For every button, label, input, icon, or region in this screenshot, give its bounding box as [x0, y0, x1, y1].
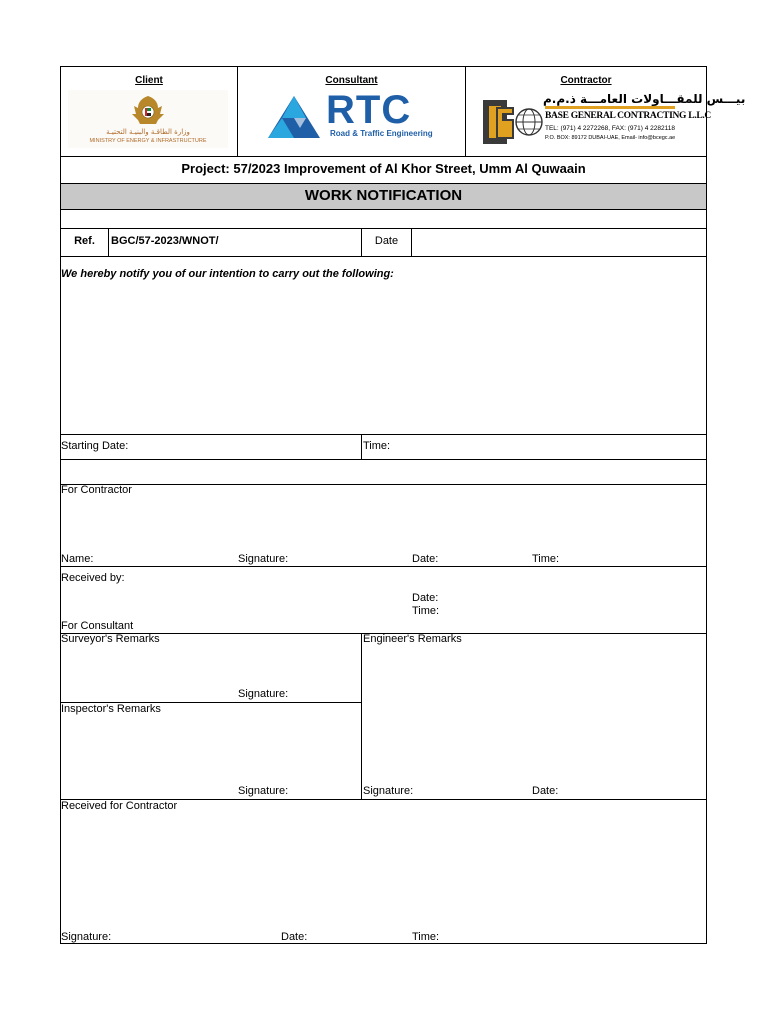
contractor-label: Contractor	[560, 75, 612, 86]
bgc-contact-line1: TEL: (971) 4 2272268, FAX: (971) 4 2282118	[545, 125, 675, 132]
starting-time-label: Time:	[363, 440, 391, 452]
engineer-date-label: Date:	[532, 785, 559, 797]
received-time-label: Time:	[412, 605, 440, 617]
inspector-signature-label: Signature:	[238, 785, 289, 797]
starting-date-label: Starting Date:	[61, 440, 129, 452]
ministry-logo	[68, 90, 228, 148]
notify-statement: We hereby notify you of our intention to carry out the following:	[61, 268, 394, 280]
for-consultant-title: For Consultant	[61, 620, 134, 632]
ministry-english-text: MINISTRY OF ENERGY & INFRASTRUCTURE	[89, 138, 207, 144]
starting-top-line	[60, 434, 707, 435]
contractor-bottom-line	[60, 566, 707, 567]
surveyor-remarks-label: Surveyor's Remarks	[61, 633, 160, 645]
rtc-tagline: Road & Traffic Engineering	[330, 129, 433, 138]
title-bottom-line	[60, 209, 707, 210]
ref-top-line	[60, 228, 707, 229]
ministry-arabic-text: وزارة الطاقـة والبنيـة التحتيـة	[106, 128, 190, 136]
client-label: Client	[135, 75, 163, 86]
final-signature-label: Signature:	[61, 931, 112, 943]
contractor-time-label: Time:	[532, 553, 560, 565]
bgc-english-name: BASE GENERAL CONTRACTING L.L.C	[545, 111, 711, 121]
bgc-emblem-icon	[483, 98, 543, 146]
ref-divider	[108, 228, 109, 256]
bgc-gold-rule	[545, 106, 675, 109]
contractor-name-label: Name:	[61, 553, 94, 565]
received-for-contractor-label: Received for Contractor	[61, 800, 178, 812]
header-bottom-line	[60, 156, 707, 157]
rtc-logo	[266, 88, 438, 140]
final-date-label: Date:	[281, 931, 308, 943]
ref-bottom-line	[60, 256, 707, 257]
spacer-bottom-line	[60, 484, 707, 485]
starting-bottom-line	[60, 459, 707, 460]
ref-divider	[411, 228, 412, 256]
received-date-label: Date:	[412, 592, 439, 604]
ref-value[interactable]: BGC/57-2023/WNOT/	[111, 235, 219, 247]
final-time-label: Time:	[412, 931, 440, 943]
for-contractor-title: For Contractor	[61, 484, 132, 496]
received-by-label: Received by:	[61, 572, 125, 584]
contractor-signature-label: Signature:	[238, 553, 289, 565]
bgc-arabic-name: بيـــس للمقـــاولات العامـــة ذ.م.م	[543, 92, 746, 106]
inspector-remarks-label: Inspector's Remarks	[61, 703, 161, 715]
bgc-logo	[483, 92, 746, 148]
form-title: WORK NOTIFICATION	[304, 187, 463, 204]
surveyor-signature-label: Signature:	[238, 688, 289, 700]
work-description-field[interactable]	[61, 284, 706, 432]
starting-divider	[361, 434, 362, 459]
rtc-triangle-icon	[266, 94, 322, 140]
contractor-date-label: Date:	[412, 553, 439, 565]
bgc-contact-line2: P.O. BOX: 89172 DUBAI-UAE, Email- info@bcegc.ae	[545, 135, 676, 141]
ref-date-label: Date	[374, 235, 399, 247]
engineer-remarks-label: Engineer's Remarks	[363, 633, 462, 645]
rtc-wordmark: RTC	[326, 88, 412, 132]
project-title: Project: 57/2023 Improvement of Al Khor Street, Umm Al Quwaain	[181, 161, 586, 176]
consultant-label: Consultant	[325, 75, 378, 86]
ref-date-field[interactable]	[414, 235, 704, 253]
engineer-signature-label: Signature:	[363, 785, 414, 797]
remarks-divider	[361, 633, 362, 799]
ref-label: Ref.	[74, 235, 95, 247]
